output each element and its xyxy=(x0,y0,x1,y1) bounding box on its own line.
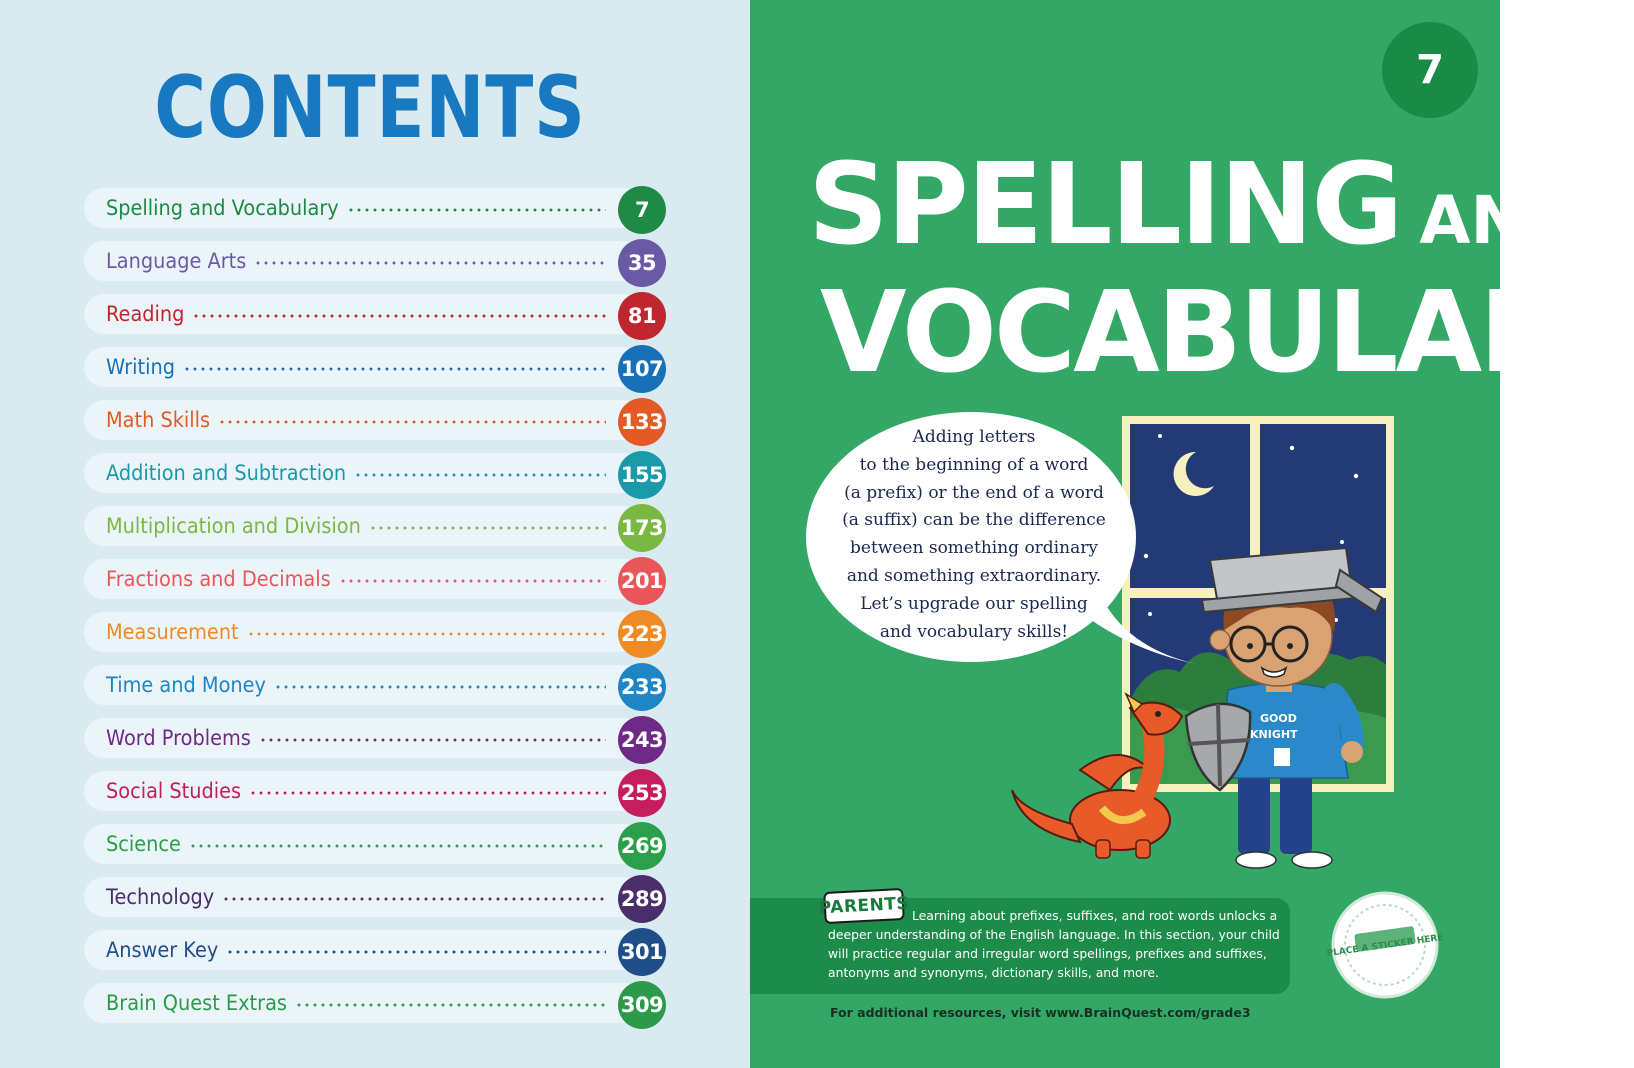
toc-page-number: 223 xyxy=(618,610,666,658)
chapter-title-word-and: AND xyxy=(1419,182,1581,259)
toc-entry-label: Science xyxy=(106,832,181,856)
toc-page-number: 269 xyxy=(618,822,666,870)
toc-page-number: 107 xyxy=(618,345,666,393)
toc-page-number: 233 xyxy=(618,663,666,711)
toc-leader-dots xyxy=(189,844,606,848)
toc-leader-dots xyxy=(259,738,606,742)
toc-entry-label: Social Studies xyxy=(106,779,242,803)
toc-entry xyxy=(84,557,666,610)
toc-page-number: 133 xyxy=(618,398,666,446)
contents-page xyxy=(0,0,750,1068)
speech-line: (a prefix) or the end of a word xyxy=(844,482,1104,503)
toc-entry-label: Answer Key xyxy=(106,938,219,962)
chapter-title-word-spelling: SPELLING xyxy=(808,140,1402,270)
toc-entry xyxy=(84,451,666,504)
toc-entry xyxy=(84,981,666,1034)
toc-entry-label: Writing xyxy=(106,355,175,379)
toc-entry xyxy=(84,186,666,239)
toc-page-number: 309 xyxy=(618,981,666,1029)
speech-bubble-text xyxy=(820,424,1128,646)
toc-entry xyxy=(84,610,666,663)
toc-entry-label: Spelling and Vocabulary xyxy=(106,196,339,220)
toc-leader-dots xyxy=(347,208,606,212)
shirt-text-good: GOOD xyxy=(1260,712,1297,725)
toc-entry-label: Addition and Subtraction xyxy=(106,461,347,485)
toc-entry-label: Multiplication and Division xyxy=(106,514,361,538)
toc-entry-label: Math Skills xyxy=(106,408,211,432)
toc-leader-dots xyxy=(247,632,606,636)
speech-line: and something extraordinary. xyxy=(846,565,1102,586)
toc-entry xyxy=(84,239,666,292)
parents-tag: PARENTS xyxy=(823,888,905,924)
dragon-character xyxy=(1012,694,1182,858)
toc-entry xyxy=(84,769,666,822)
toc-page-number: 81 xyxy=(618,292,666,340)
toc-entry xyxy=(84,504,666,557)
toc-entry xyxy=(84,345,666,398)
toc-leader-dots xyxy=(226,950,606,954)
speech-line: Adding letters xyxy=(912,427,1036,447)
toc-leader-dots xyxy=(354,473,606,477)
toc-leader-dots xyxy=(254,261,606,265)
chapter-title-line2: VOCABULARY xyxy=(820,268,1634,398)
shirt-text-knight: KNIGHT xyxy=(1250,728,1298,741)
resources-link-text: For additional resources, visit www.BrainQuest.com/grade3 xyxy=(830,1005,1251,1020)
parents-note-text xyxy=(828,906,1288,982)
toc-entry-label: Measurement xyxy=(106,620,239,644)
toc-entry xyxy=(84,716,666,769)
toc-page-number: 35 xyxy=(618,239,666,287)
toc-page-number: 201 xyxy=(618,557,666,605)
toc-entry xyxy=(84,663,666,716)
toc-leader-dots xyxy=(274,685,606,689)
toc-entry-label: Language Arts xyxy=(106,249,247,273)
parents-note-body: Learning about prefixes, suffixes, and root words unlocks a deeper understanding of the English language. In this section, your child will practice regular and irregular word spellings, prefixes and suffixes, antonyms and synonyms, dictionary skills, and more. xyxy=(828,908,1280,980)
toc-page-number: 243 xyxy=(618,716,666,764)
speech-line: to the beginning of a word xyxy=(859,454,1089,475)
toc-entry-label: Time and Money xyxy=(106,673,266,697)
toc-leader-dots xyxy=(222,897,606,901)
toc-entry-label: Reading xyxy=(106,302,185,326)
toc-leader-dots xyxy=(369,526,606,530)
chapter-number-badge: 7 xyxy=(1382,22,1478,118)
toc-leader-dots xyxy=(218,420,606,424)
toc-entry xyxy=(84,875,666,928)
speech-line: (a suffix) can be the difference xyxy=(842,510,1106,531)
toc-entry-label: Brain Quest Extras xyxy=(106,991,287,1015)
toc-entry-label: Fractions and Decimals xyxy=(106,567,331,591)
place-a-sticker-here-badge xyxy=(1326,888,1445,1002)
toc-entry xyxy=(84,292,666,345)
toc-page-number: 173 xyxy=(618,504,666,552)
toc-leader-dots xyxy=(339,579,606,583)
sticker-label: PLACE A STICKER HERE xyxy=(1326,932,1445,960)
contents-title: CONTENTS xyxy=(154,58,586,158)
toc-entry-label: Word Problems xyxy=(106,726,251,750)
toc-entry xyxy=(84,822,666,875)
toc-list xyxy=(84,186,666,1034)
toc-entry-label: Technology xyxy=(106,885,215,909)
toc-page-number: 253 xyxy=(618,769,666,817)
toc-entry xyxy=(84,928,666,981)
speech-line: Let’s upgrade our spelling xyxy=(860,593,1088,614)
toc-leader-dots xyxy=(192,314,606,318)
toc-page-number: 7 xyxy=(618,186,666,234)
chapter-opener-page xyxy=(750,0,1634,1068)
speech-line: and vocabulary skills! xyxy=(879,621,1069,642)
speech-line: between something ordinary xyxy=(850,538,1098,559)
toc-leader-dots xyxy=(183,367,606,371)
toc-leader-dots xyxy=(249,791,606,795)
toc-page-number: 301 xyxy=(618,928,666,976)
toc-page-number: 155 xyxy=(618,451,666,499)
toc-leader-dots xyxy=(295,1003,606,1007)
toc-page-number: 289 xyxy=(618,875,666,923)
toc-entry xyxy=(84,398,666,451)
